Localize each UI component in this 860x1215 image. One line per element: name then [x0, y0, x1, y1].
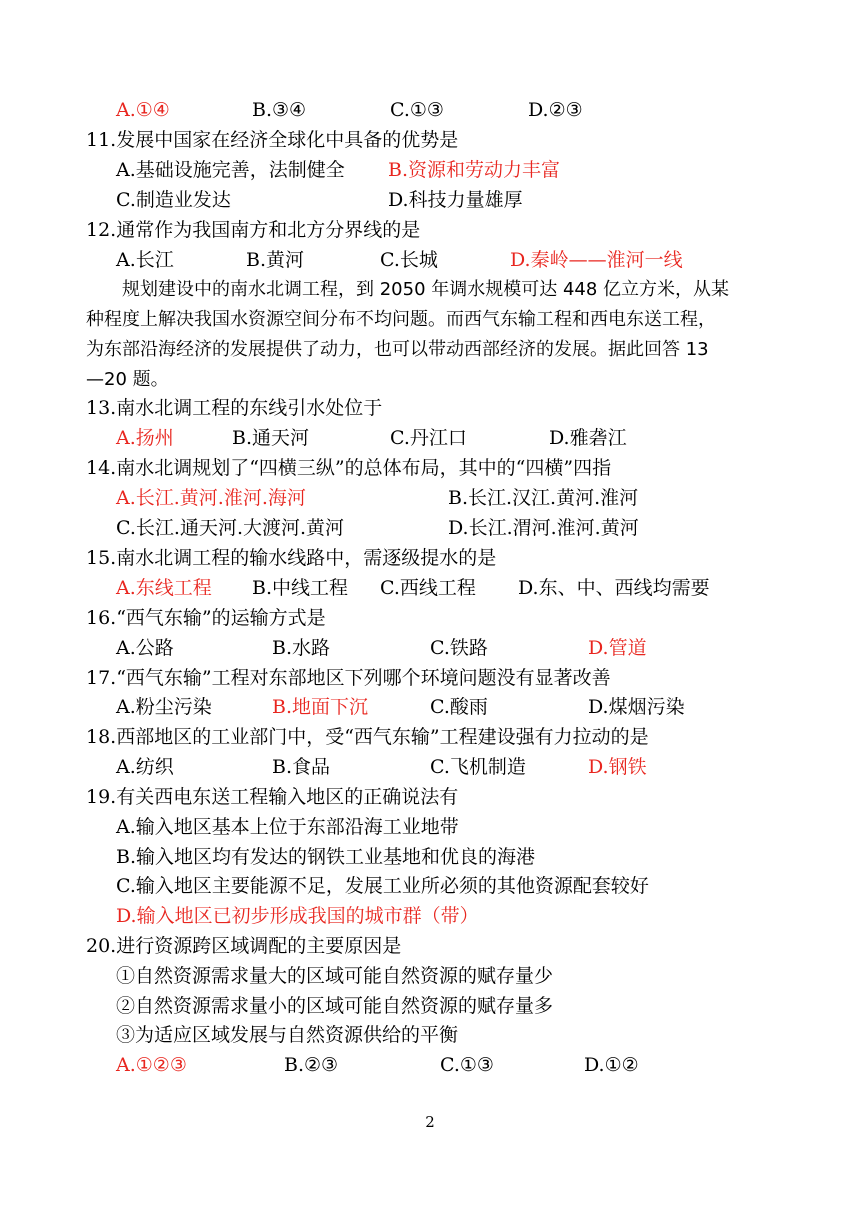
q13-option-a: A.扬州	[116, 427, 174, 449]
passage-line-2	[0, 305, 860, 335]
q20-options	[0, 1050, 860, 1080]
q18-options	[0, 752, 860, 782]
q14-option-b: B.长江.汉江.黄河.淮河	[448, 487, 639, 509]
q19-option-d: D.输入地区已初步形成我国的城市群（带）	[116, 905, 479, 927]
q16-options	[0, 633, 860, 663]
passage-line-4	[0, 365, 860, 395]
q13-option-c: C.丹江口	[390, 427, 467, 449]
q17-option-c: C.酸雨	[430, 696, 488, 718]
q19-stem-text: 19.有关西电东送工程输入地区的正确说法有	[86, 786, 459, 808]
q18-stem	[0, 722, 860, 752]
q20-option-d: D.①②	[584, 1054, 639, 1076]
q12-stem-text: 12.通常作为我国南方和北方分界线的是	[86, 219, 421, 241]
q17-option-d: D.煤烟污染	[588, 696, 685, 718]
q10-option-a: A.①④	[116, 99, 170, 121]
q13-stem	[0, 393, 860, 423]
passage-text-3: 为东部沿海经济的发展提供了动力，也可以带动西部经济的发展。据此回答 13	[86, 339, 709, 360]
q10-option-b: B.③④	[252, 99, 307, 121]
q15-option-d: D.东、中、西线均需要	[518, 577, 710, 599]
q16-option-d: D.管道	[588, 637, 647, 659]
q18-stem-text: 18.西部地区的工业部门中，受“西气东输”工程建设强有力拉动的是	[86, 726, 649, 748]
q15-option-b: B.中线工程	[252, 577, 349, 599]
q10-options	[0, 95, 860, 125]
q15-option-c: C.西线工程	[380, 577, 476, 599]
q14-stem-text: 14.南水北调规划了“四横三纵”的总体布局，其中的“四横”四指	[86, 457, 612, 479]
q20-option-c: C.①③	[440, 1054, 494, 1076]
passage-text-1: 规划建设中的南水北调工程，到 2050 年调水规模可达 448 亿立方米，从某	[122, 279, 730, 300]
q11-stem	[0, 125, 860, 155]
q19-option-d-line	[0, 901, 860, 931]
page-number: 2	[425, 1113, 435, 1131]
q14-option-a: A.长江.黄河.淮河.海河	[116, 487, 306, 509]
q11-options-row1	[0, 155, 860, 185]
q20-statement-3-text: ③为适应区域发展与自然资源供给的平衡	[116, 1024, 459, 1046]
q17-stem	[0, 663, 860, 693]
q20-statement-2	[0, 991, 860, 1021]
q19-option-a: A.输入地区基本上位于东部沿海工业地带	[116, 816, 459, 838]
q16-option-b: B.水路	[272, 637, 331, 659]
q17-option-b: B.地面下沉	[272, 696, 369, 718]
q11-option-d: D.科技力量雄厚	[388, 189, 523, 211]
q13-option-b: B.通天河	[232, 427, 310, 449]
q10-option-c: C.①③	[390, 99, 444, 121]
q12-option-d: D.秦岭——淮河一线	[510, 249, 683, 271]
q15-options	[0, 573, 860, 603]
q19-option-a-line	[0, 812, 860, 842]
q16-stem-text: 16.“西气东输”的运输方式是	[86, 607, 326, 629]
passage-line-1	[0, 275, 860, 305]
q18-option-d: D.钢铁	[588, 756, 647, 778]
q14-stem	[0, 453, 860, 483]
q13-option-d: D.雅砻江	[549, 427, 627, 449]
q12-options	[0, 245, 860, 275]
q14-option-c: C.长江.通天河.大渡河.黄河	[116, 517, 345, 539]
q19-option-c: C.输入地区主要能源不足，发展工业所必须的其他资源配套较好	[116, 875, 649, 897]
q17-options	[0, 692, 860, 722]
q19-option-b-line	[0, 842, 860, 872]
q17-stem-text: 17.“西气东输”工程对东部地区下列哪个环境问题没有显著改善	[86, 667, 611, 689]
q11-options-row2	[0, 185, 860, 215]
q19-stem	[0, 782, 860, 812]
q18-option-c: C.飞机制造	[430, 756, 526, 778]
q12-option-b: B.黄河	[246, 249, 305, 271]
q13-options	[0, 423, 860, 453]
q14-option-d: D.长江.渭河.淮河.黄河	[448, 517, 639, 539]
q16-stem	[0, 603, 860, 633]
q19-option-b: B.输入地区均有发达的钢铁工业基地和优良的海港	[116, 846, 536, 868]
q12-stem	[0, 215, 860, 245]
q16-option-c: C.铁路	[430, 637, 488, 659]
q12-option-c: C.长城	[380, 249, 438, 271]
q20-stem-text: 20.进行资源跨区域调配的主要原因是	[86, 935, 402, 957]
q11-option-a: A.基础设施完善，法制健全	[116, 159, 345, 181]
q20-statement-2-text: ②自然资源需求量小的区域可能自然资源的赋存量多	[116, 995, 554, 1017]
q18-option-b: B.食品	[272, 756, 331, 778]
passage-line-3	[0, 335, 860, 365]
q19-option-c-line	[0, 871, 860, 901]
q17-option-a: A.粉尘污染	[116, 696, 212, 718]
q20-option-b: B.②③	[284, 1054, 339, 1076]
q20-option-a: A.①②③	[116, 1054, 187, 1076]
q20-statement-3	[0, 1020, 860, 1050]
q14-options-row2	[0, 513, 860, 543]
q11-stem-text: 11.发展中国家在经济全球化中具备的优势是	[86, 129, 459, 151]
q15-stem-text: 15.南水北调工程的输水线路中，需逐级提水的是	[86, 547, 497, 569]
q15-option-a: A.东线工程	[116, 577, 212, 599]
q18-option-a: A.纺织	[116, 756, 174, 778]
q11-option-b: B.资源和劳动力丰富	[388, 159, 561, 181]
q20-statement-1-text: ①自然资源需求量大的区域可能自然资源的赋存量少	[116, 965, 554, 987]
q10-option-d: D.②③	[528, 99, 583, 121]
q12-option-a: A.长江	[116, 249, 174, 271]
q20-statement-1	[0, 961, 860, 991]
q16-option-a: A.公路	[116, 637, 174, 659]
q13-stem-text: 13.南水北调工程的东线引水处位于	[86, 397, 383, 419]
passage-text-4: —20 题。	[86, 369, 169, 390]
q15-stem	[0, 543, 860, 573]
q11-option-c: C.制造业发达	[116, 189, 231, 211]
q20-stem	[0, 931, 860, 961]
passage-text-2: 种程度上解决我国水资源空间分布不均问题。而西气东输工程和西电东送工程，	[86, 309, 716, 330]
q14-options-row1	[0, 483, 860, 513]
